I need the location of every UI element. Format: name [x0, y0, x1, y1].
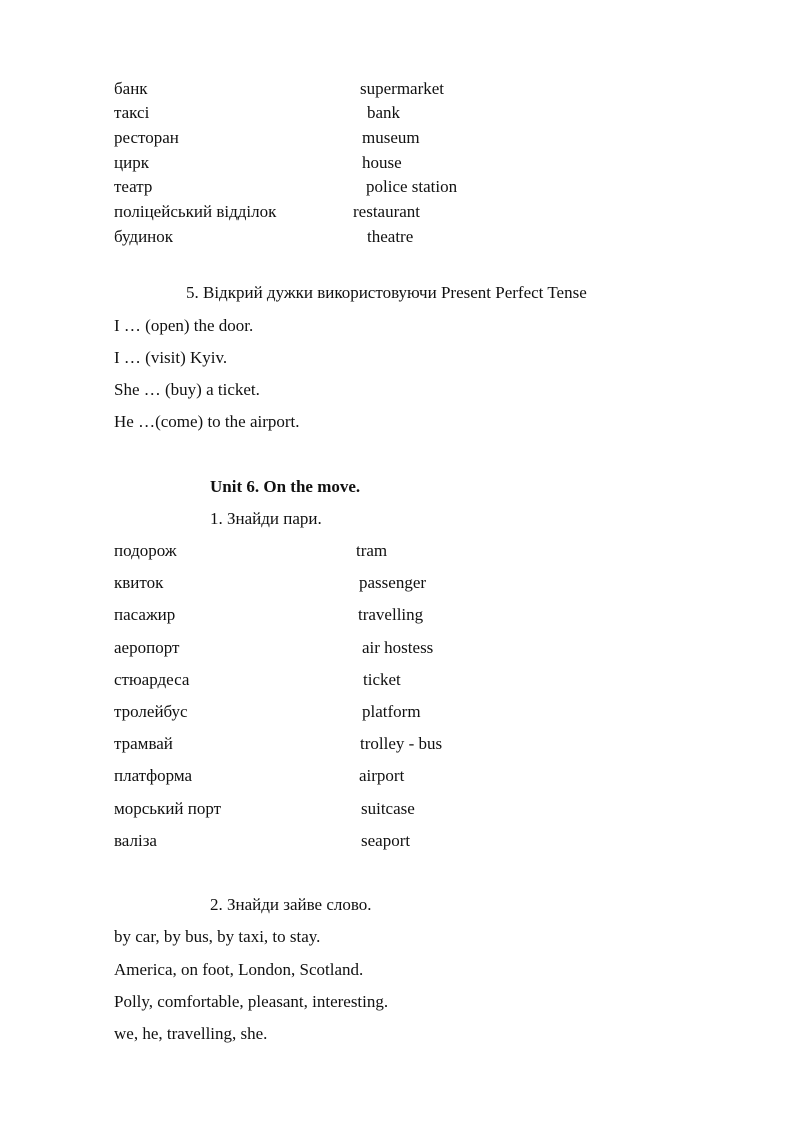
unit6-task1-heading: 1. Знайди пари.	[210, 509, 322, 528]
vocab1-ukr-1: банк	[114, 79, 148, 98]
unit6-ukr-6: тролейбус	[114, 702, 188, 721]
task5-heading: 5. Відкрий дужки використовуючи Present Perfect Tense	[186, 283, 587, 302]
unit6-ukr-5: стюардеса	[114, 670, 190, 689]
vocab1-ukr-5: театр	[114, 177, 153, 196]
unit6-ukr-4: аеропорт	[114, 638, 180, 657]
vocab1-ukr-2: таксі	[114, 103, 150, 122]
unit6-eng-2: passenger	[359, 573, 427, 592]
unit6-eng-10: seaport	[361, 831, 411, 850]
unit6-task2-line-4: we, he, travelling, she.	[114, 1024, 268, 1043]
unit6-eng-6: platform	[362, 702, 421, 721]
unit6-eng-5: ticket	[363, 670, 401, 689]
unit6-ukr-9: морський порт	[114, 799, 222, 818]
unit6-ukr-1: подорож	[114, 541, 177, 560]
unit6-task2-line-1: by car, by bus, by taxi, to stay.	[114, 927, 321, 946]
unit6-eng-1: tram	[356, 541, 388, 560]
unit6-ukr-3: пасажир	[114, 605, 176, 624]
vocab1-eng-6: restaurant	[353, 202, 421, 221]
task5-sentence-2: I … (visit) Kyiv.	[114, 348, 228, 367]
unit6-eng-4: air hostess	[362, 638, 434, 657]
unit6-eng-8: airport	[359, 766, 405, 785]
unit6-ukr-7: трамвай	[114, 734, 173, 753]
vocab1-eng-1: supermarket	[360, 79, 445, 98]
vocab1-eng-7: theatre	[367, 227, 414, 246]
vocab1-ukr-6: поліцейський відділок	[114, 202, 277, 221]
unit6-task2-line-3: Polly, comfortable, pleasant, interesting.	[114, 992, 389, 1011]
vocab1-ukr-7: будинок	[114, 227, 174, 246]
vocab1-eng-2: bank	[367, 103, 401, 122]
unit6-ukr-10: валіза	[114, 831, 157, 850]
unit6-title: Unit 6. On the move.	[210, 477, 361, 496]
unit6-eng-3: travelling	[358, 605, 424, 624]
task5-sentence-3: She … (buy) a ticket.	[114, 380, 260, 399]
vocab1-ukr-3: ресторан	[114, 128, 179, 147]
task5-sentence-4: He …(come) to the airport.	[114, 412, 300, 431]
vocab1-eng-3: museum	[362, 128, 420, 147]
unit6-eng-9: suitcase	[361, 799, 415, 818]
task5-sentence-1: I … (open) the door.	[114, 316, 254, 335]
vocab1-eng-5: police station	[366, 177, 458, 196]
unit6-task2-line-2: America, on foot, London, Scotland.	[114, 960, 364, 979]
unit6-task2-heading: 2. Знайди зайве слово.	[210, 895, 372, 914]
vocab1-eng-4: house	[362, 153, 402, 172]
unit6-ukr-8: платформа	[114, 766, 193, 785]
vocab1-ukr-4: цирк	[114, 153, 149, 172]
unit6-eng-7: trolley - bus	[360, 734, 443, 753]
unit6-ukr-2: квиток	[114, 573, 164, 592]
